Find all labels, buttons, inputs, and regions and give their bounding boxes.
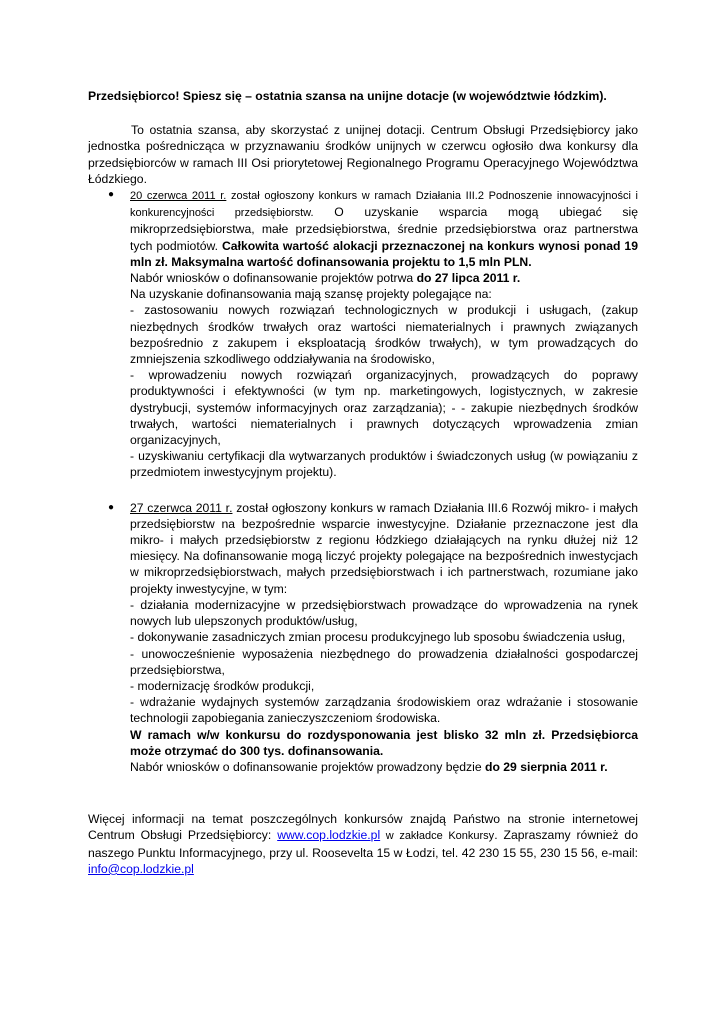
bullet-dot-icon: ●	[108, 501, 115, 513]
contest-1-date: 20 czerwca 2011 r.	[130, 190, 227, 203]
document-page	[88, 88, 638, 877]
contest-2-bullet	[88, 500, 638, 775]
contest-2-text: został ogłoszony konkurs w ramach Działania III.6 Rozwój mikro- i małych przedsiębiorstw na bezpośrednie wsparcie inwestycyjne. Działanie przeznaczone jest dla mikro- i małych przedsiębiorstw z regionu łódzkiego działających na rynku dłużej niż 12 miesięcy. Na dofinansowanie mogą liczyć projekty polegające na bezpośrednich inwestycjach w mikroprzedsiębiorstwach, małych przedsiębiorstwach i ich partnerstwach, rozumiane jako projekty inwestycyjne, w tym:	[130, 500, 638, 596]
outro-text-1: Więcej informacji na temat poszczególnych konkursów znajdą Państwo na stronie internetowej Centrum Obsługi Przedsiębiorcy:	[88, 812, 638, 843]
document-title: Przedsiębiorco! Spiesz się – ostatnia szansa na unijne dotacje (w województwie łódzkim).	[88, 89, 607, 103]
contest-1-lead-text: został ogłoszony konkurs w ramach Działania III.2 Podnoszenie innowacyjności i konkurencyjności przedsiębiorstw.	[130, 190, 638, 220]
intro-paragraph: To ostatnia szansa, aby skorzystać z unijnej dotacji. Centrum Obsługi Przedsiębiorcy jako jednostka pośrednicząca w przyznawaniu środków unijnych w czerwcu ogłosiło dwa konkursy dla przedsiębiorców w ramach III Osi priorytetowej Regionalnego Programu Operacyjnego Województwa Łódzkiego.	[88, 123, 638, 186]
contest-2-nabor-prefix: Nabór wniosków o dofinansowanie projektów prowadzony będzie	[130, 759, 485, 774]
outro-text-2: . Zapraszamy również do naszego Punktu Informacyjnego, przy ul. Roosevelta 15 w Łodzi, tel. 42 230 15 55, 230 15 56, e-mail:	[88, 828, 638, 860]
contest-1-allocation: Całkowita wartość alokacji przeznaczonej na konkurs wynosi ponad 19 mln zł. Maksymalna wartość dofinansowania projektu to 1,5 mln PLN.	[130, 238, 638, 269]
contest-2-item: - działania modernizacyjne w przedsiębiorstwach prowadzące do wprowadzenia na rynek nowych lub ulepszonych produktów/usług,	[130, 597, 638, 629]
website-link[interactable]: www.cop.lodzkie.pl	[277, 828, 381, 843]
contest-1-nabor-date: do 27 lipca 2011 r.	[416, 271, 521, 286]
contest-2-allocation: W ramach w/w konkursu do rozdysponowania jest blisko 32 mln zł. Przedsiębiorca może otrzymać do 300 tys. dofinansowania.	[130, 727, 638, 758]
contest-1-nabor	[130, 270, 638, 286]
contest-1-item: - zastosowaniu nowych rozwiązań technologicznych w produkcji i usługach, (zakup niezbędnych środków trwałych oraz wartości niematerialnych i prawnych związanych bezpośrednio z zakupem i eksploatacją środków trwałych), w tym prowadzących do zmniejszenia szkodliwego oddziaływania na środowisko,	[130, 303, 638, 367]
email-link[interactable]: info@cop.lodzkie.pl	[88, 861, 194, 876]
contest-2-date: 27 czerwca 2011 r.	[130, 500, 233, 515]
contest-2-nabor	[130, 759, 638, 775]
contest-2-item: - wdrażanie wydajnych systemów zarządzania środowiskiem oraz wdrażanie i stosowanie technologii zapobiegania zanieczyszczeniom środowiska.	[130, 695, 638, 726]
outro-tab-text: w zakładce Konkursy	[380, 830, 495, 843]
contest-1-item: - uzyskiwaniu certyfikacji dla wytwarzanych produktów i świadczonych usług (w powiązaniu z przedmiotem inwestycyjnym projektu).	[130, 449, 638, 480]
contest-2-item: - unowocześnienie wyposażenia niezbędnego do prowadzenia działalności gospodarczej przedsiębiorstwa,	[130, 646, 638, 677]
outro-paragraph	[88, 811, 638, 877]
contest-2-item: - modernizację środków produkcji,	[130, 678, 315, 693]
contest-1-item: - wprowadzeniu nowych rozwiązań organizacyjnych, prowadzących do poprawy produktywności i efektywności (w tym np. marketingowych, logistycznych, w zakresie dystrybucji, systemów informacyjnych oraz zarządzania); - - zakupie niezbędnych środków trwałych, wartości niematerialnych i prawnych dotyczących wprowadzenia zmian organizacyjnych,	[130, 368, 638, 448]
contest-2-nabor-date: do 29 sierpnia 2011 r.	[485, 759, 608, 774]
contest-2-lead	[130, 500, 638, 597]
contest-1-projects-intro: Na uzyskanie dofinansowania mają szansę projekty polegające na:	[130, 287, 492, 302]
contest-1-text: O uzyskanie wsparcia mogą ubiegać się mikroprzedsiębiorstwa, małe przedsiębiorstwa, średnie przedsiębiorstwa oraz partnerstwa tych podmiotów.	[130, 205, 638, 253]
contest-1-bullet	[88, 187, 638, 481]
contest-2-item: - dokonywanie zasadniczych zmian procesu produkcyjnego lub sposobu świadczenia usług,	[130, 630, 626, 645]
contest-1-nabor-prefix: Nabór wniosków o dofinansowanie projektów potrwa	[130, 271, 417, 286]
contest-1-lead	[130, 187, 638, 270]
bullet-dot-icon: ●	[108, 189, 115, 201]
